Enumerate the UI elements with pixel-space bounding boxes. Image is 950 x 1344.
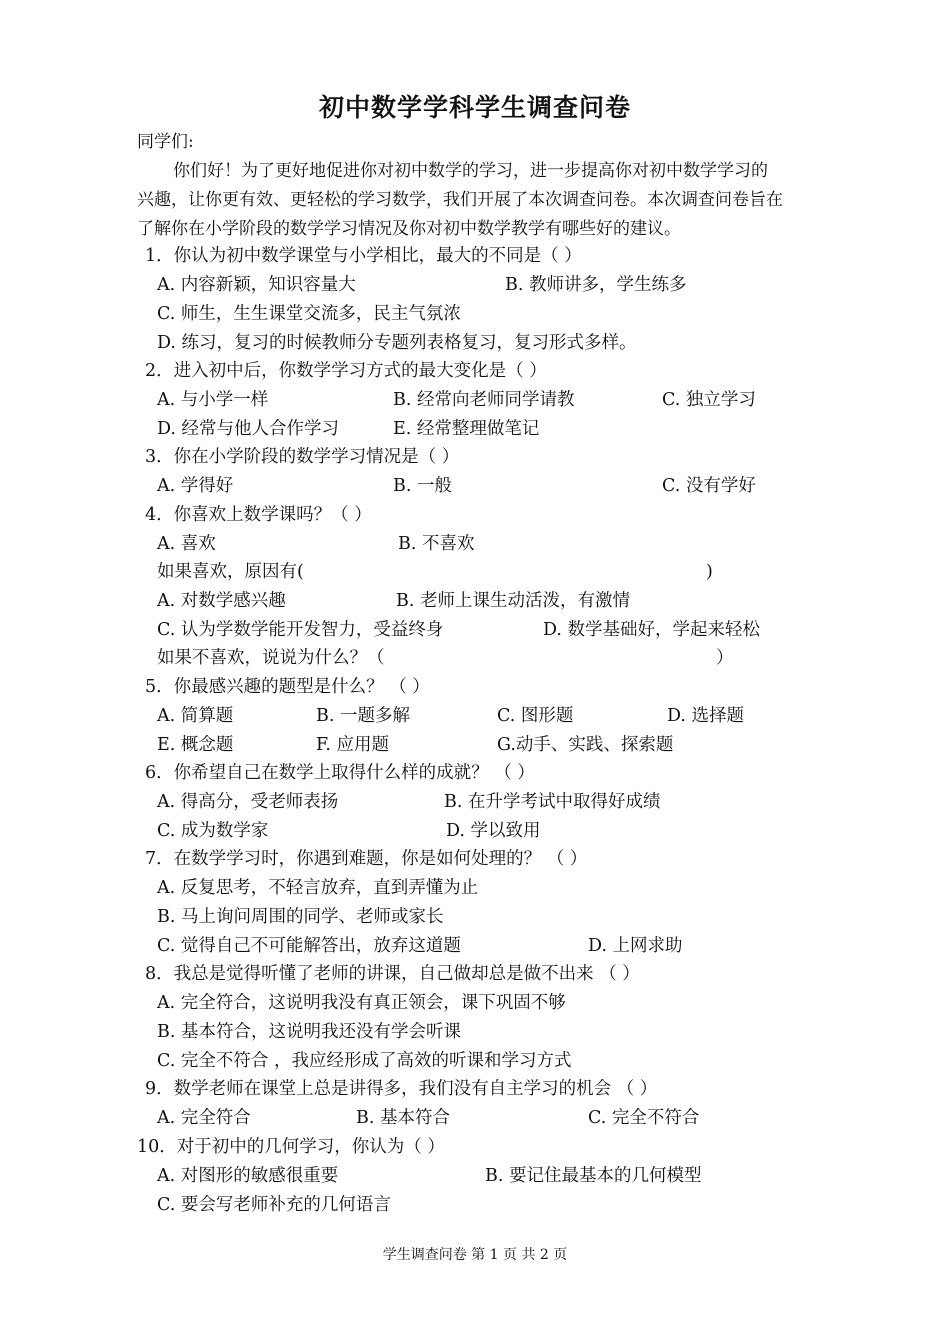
q7-option-a: A. 反复思考，不轻言放弃，直到弄懂为止 (157, 878, 479, 898)
question-6: 6．你希望自己在数学上取得什么样的成就？ （ ） (145, 763, 535, 783)
question-9: 9．数学老师在课堂上总是讲得多，我们没有自主学习的机会 （ ） (145, 1079, 658, 1099)
q5-option-d: D. 选择题 (667, 706, 745, 726)
q2-option-c: C. 独立学习 (662, 390, 756, 410)
question-2: 2．进入初中后，你数学学习方式的最大变化是（ ） (145, 361, 547, 381)
q10-option-b: B. 要记住最基本的几何模型 (485, 1166, 702, 1186)
question-10: 10．对于初中的几何学习，你认为（ ） (137, 1137, 445, 1157)
q3-option-c: C. 没有学好 (662, 476, 756, 496)
q6-option-a: A. 得高分，受老师表扬 (157, 792, 339, 812)
q1-option-c: C. 师生，生生课堂交流多，民主气氛浓 (157, 304, 461, 324)
q2-option-b: B. 经常向老师同学请教 (393, 390, 575, 410)
q6-option-d: D. 学以致用 (446, 821, 541, 841)
q10-option-a: A. 对图形的敏感很重要 (157, 1166, 339, 1186)
q7-option-c: C. 觉得自己不可能解答出，放弃这道题 (157, 936, 461, 956)
question-8: 8．我总是觉得听懂了老师的讲课，自己做却总是做不出来 （ ） (145, 964, 640, 984)
question-7: 7．在数学学习时，你遇到难题，你是如何处理的？ （ ） (145, 849, 588, 869)
q7-option-d: D. 上网求助 (588, 936, 683, 956)
question-4: 4．你喜欢上数学课吗？（ ） (145, 505, 372, 525)
q1-option-b: B. 教师讲多，学生练多 (505, 275, 687, 295)
q3-option-b: B. 一般 (393, 476, 452, 496)
page-footer: 学生调查问卷 第 1 页 共 2 页 (382, 1247, 568, 1263)
q5-option-b: B. 一题多解 (316, 706, 410, 726)
q8-option-b: B. 基本符合，这说明我还没有学会听课 (157, 1022, 461, 1042)
q9-option-c: C. 完全不符合 (588, 1108, 700, 1128)
q6-option-b: B. 在升学考试中取得好成绩 (444, 792, 661, 812)
question-3: 3．你在小学阶段的数学学习情况是（ ） (145, 447, 460, 467)
intro-line-3: 了解你在小学阶段的数学学习情况及你对初中数学教学有哪些好的建议。 (137, 219, 681, 239)
q8-option-c: C. 完全不符合 ，我应经形成了高效的听课和学习方式 (157, 1051, 572, 1071)
q2-option-d: D. 经常与他人合作学习 (157, 419, 340, 439)
question-1: 1．你认为初中数学课堂与小学相比，最大的不同是（ ） (145, 246, 582, 266)
q4-if-dislike: 如果不喜欢，说说为什么？（ (157, 648, 385, 668)
q4-reason-a: A. 对数学感兴趣 (157, 591, 286, 611)
q2-option-a: A. 与小学一样 (157, 390, 269, 410)
q2-option-e: E. 经常整理做笔记 (393, 419, 540, 439)
q1-option-d: D. 练习，复习的时候教师分专题列表格复习，复习形式多样。 (157, 333, 637, 353)
q4-reason-d: D. 数学基础好，学起来轻松 (543, 620, 761, 640)
q4-option-b: B. 不喜欢 (398, 534, 475, 554)
q4-if-like-close: ) (706, 562, 713, 582)
q6-option-c: C. 成为数学家 (157, 821, 269, 841)
q8-option-a: A. 完全符合，这说明我没有真正领会，课下巩固不够 (157, 993, 566, 1013)
greeting: 同学们: (137, 132, 194, 152)
intro-line-1: 你们好！为了更好地促进你对初中数学的学习，进一步提高你对初中数学学习的 (173, 161, 768, 181)
q5-option-g: G.动手、实践、探索题 (497, 735, 674, 755)
q9-option-b: B. 基本符合 (356, 1108, 450, 1128)
q4-option-a: A. 喜欢 (157, 534, 216, 554)
q5-option-c: C. 图形题 (497, 706, 574, 726)
intro-line-2: 兴趣，让你更有效、更轻松的学习数学，我们开展了本次调查问卷。本次调查问卷旨在 (137, 190, 783, 210)
q7-option-b: B. 马上询问周围的同学、老师或家长 (157, 907, 444, 927)
page-title: 初中数学学科学生调查问卷 (318, 93, 631, 122)
q4-reason-c: C. 认为学数学能开发智力，受益终身 (157, 620, 444, 640)
question-5: 5．你最感兴趣的题型是什么？ （ ） (145, 677, 430, 697)
q1-option-a: A. 内容新颖，知识容量大 (157, 275, 356, 295)
q4-reason-b: B. 老师上课生动活泼，有激情 (396, 591, 630, 611)
q5-option-e: E. 概念题 (157, 735, 234, 755)
q10-option-c: C. 要会写老师补充的几何语言 (157, 1195, 391, 1215)
q4-if-dislike-close: ） (716, 648, 734, 668)
q9-option-a: A. 完全符合 (157, 1108, 251, 1128)
q4-if-like: 如果喜欢，原因有( (157, 562, 304, 582)
q5-option-f: F. 应用题 (316, 735, 390, 755)
q3-option-a: A. 学得好 (157, 476, 234, 496)
q5-option-a: A. 简算题 (157, 706, 234, 726)
